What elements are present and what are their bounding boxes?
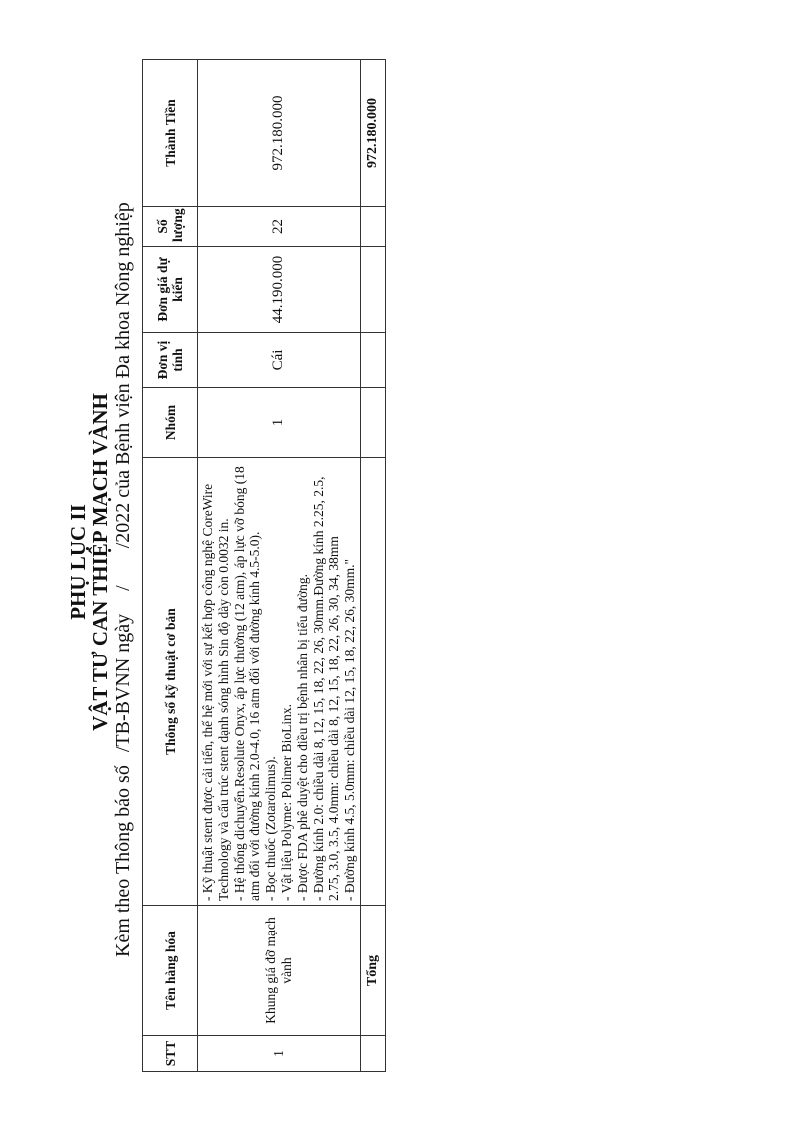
cell-name: Khung giá đỡ mạch vành (198, 906, 361, 1036)
reference-part-hospital: /2022 của Bệnh viện Đa khoa Nông nghiệp (112, 202, 134, 549)
total-cell-empty (360, 207, 385, 247)
total-value: 972.180.000 (360, 60, 385, 207)
col-header-spec: Thông số kỹ thuật cơ bản (143, 458, 198, 906)
spec-line: - Được FDA phê duyệt cho điều trị bệnh nhân bị tiểu đường. (294, 574, 310, 901)
rotated-sheet (58, 42, 718, 1082)
table-row (198, 60, 361, 1072)
cell-qty: 22 (198, 207, 361, 247)
spec-line: - Hệ thống dichuyển.Resolute Onyx, áp lực thường (12 atm), áp lực vỡ bóng (18 atm đối với đường kính 2.0-4.0, 16 atm đối với đường kính 4.5-5.0). (231, 466, 263, 901)
appendix-title: PHỤ LỤC II (66, 504, 90, 620)
spec-line: - Đường kính 2.0: chiều dài 8, 12, 15, 18, 22, 26, 30mm.Đường kính 2.25, 2.5, 2.75, 3.0, 3.5, 4.0mm: chiều dài 8, 12, 15, 18, 22, 26, 30, 34, 38mm (310, 476, 342, 901)
col-header-price: Đơn giá dự kiến (143, 247, 198, 333)
total-cell-empty (360, 247, 385, 333)
cell-price: 44.190.000 (198, 247, 361, 333)
col-header-qty: Số lượng (143, 207, 198, 247)
total-cell-empty (360, 333, 385, 388)
spec-line: - Vật liệu Polyme: Polimer BioLinx. (278, 704, 294, 901)
spec-line: - Bọc thuốc (Zotarolimus). (263, 756, 279, 901)
reference-line (112, 202, 135, 957)
col-header-stt: STT (143, 1036, 198, 1072)
col-header-name: Tên hàng hóa (143, 906, 198, 1036)
spec-line: - Đường kính 4.5, 5.0mm: chiều dài 12, 15, 18, 22, 26, 30mm." (342, 558, 358, 901)
cell-spec (198, 458, 361, 906)
table-header-row (143, 60, 198, 1072)
col-header-group: Nhóm (143, 388, 198, 458)
reference-part-slash: / (112, 585, 134, 591)
total-cell-empty (360, 1036, 385, 1072)
cell-stt: 1 (198, 1036, 361, 1072)
cell-unit: Cái (198, 333, 361, 388)
cell-total: 972.180.000 (198, 60, 361, 207)
total-cell-empty (360, 388, 385, 458)
reference-part-notice: Kèm theo Thông báo số (112, 765, 134, 957)
total-label: Tổng (360, 906, 385, 1036)
total-row (360, 60, 385, 1072)
reference-part-number: /TB-BVNN ngày (112, 613, 134, 753)
spec-line: - Kỹ thuật stent được cải tiến, thế hệ mới với sự kết hợp công nghệ CoreWire Technology và cấu trúc stent dạnh sóng hình Sin độ dày còn 0.0032 in. (200, 483, 231, 901)
appendix-subject: VẬT TƯ CAN THIỆP MẠCH VÀNH (88, 393, 112, 731)
col-header-total: Thành Tiền (143, 60, 198, 207)
cell-group: 1 (198, 388, 361, 458)
col-header-unit: Đơn vị tính (143, 333, 198, 388)
total-cell-empty (360, 458, 385, 906)
goods-table (142, 59, 386, 1072)
